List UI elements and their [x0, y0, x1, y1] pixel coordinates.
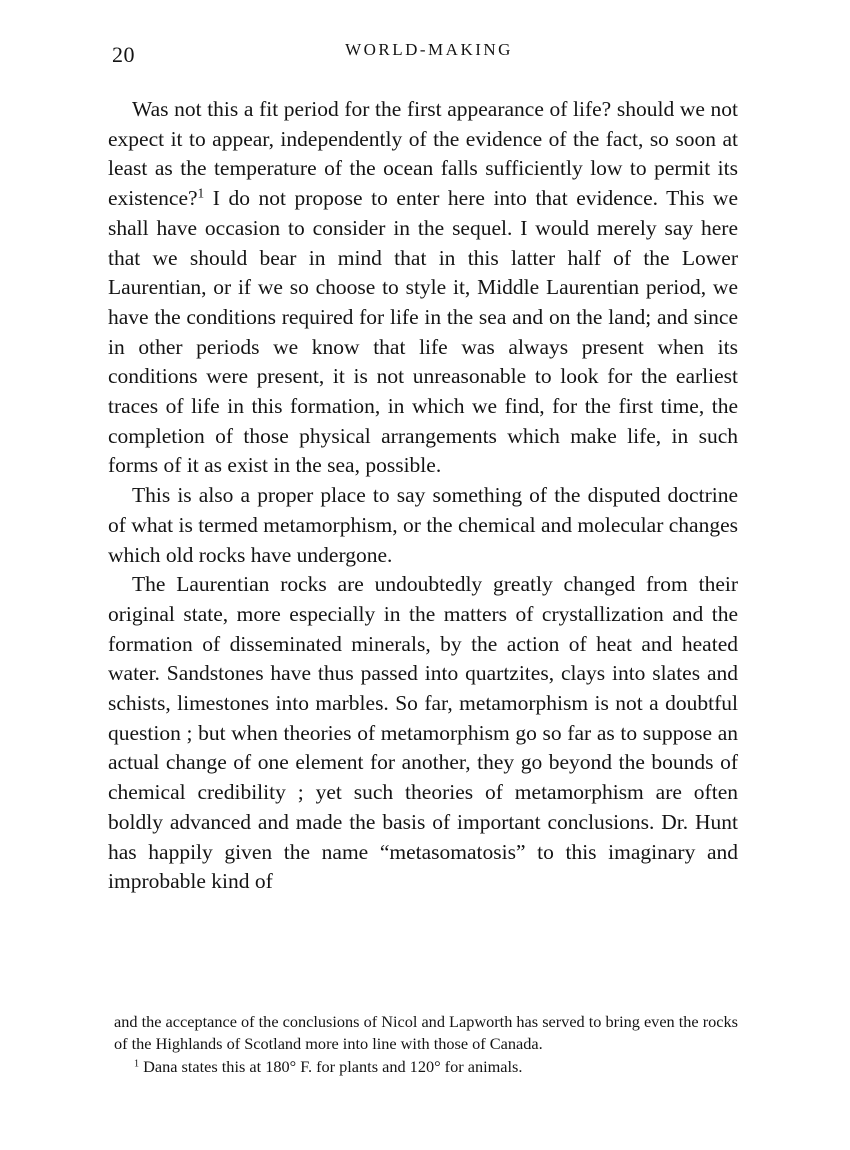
footnote-marker: 1: [134, 1058, 140, 1070]
body-text: [108, 95, 738, 897]
footnote-text: Dana states this at 180° F. for plants and 120° for animals.: [139, 1057, 523, 1077]
paragraph-laurentian-rocks: The Laurentian rocks are undoubtedly greatly changed from their original state, more especially in the matters of crystallization and the formation of disseminated minerals, by the action of heat and heated water. Sandstones have thus passed into quartzites, clays into slates and schists, limestones into marbles. So far, metamorphism is not a doubtful question ; but when theories of metamorphism go so far as to suppose an actual change of one element for another, they go beyond the bounds of chemical credibility ; yet such theories of metamorphism are often boldly advanced and made the basis of important conclusions. Dr. Hunt has happily given the name “metasomatosis” to this imaginary and improbable kind of: [108, 572, 738, 894]
paragraph-life-appearance: [108, 95, 738, 481]
running-head: [108, 36, 738, 66]
footnote-1: [114, 1056, 738, 1078]
footnote-reference: 1: [197, 185, 205, 201]
page-number: 20: [112, 42, 135, 67]
paragraph-metamorphism-intro: This is also a proper place to say something of the disputed doctrine of what is termed metamorphism, or the chemical and molecular changes which old rocks have undergone.: [108, 483, 738, 567]
footnote-continued: and the acceptance of the conclusions of Nicol and Lapworth has served to bring even the rocks of the Highlands of Scotland more into line with those of Canada.: [114, 1012, 738, 1053]
footnotes: [114, 1011, 738, 1078]
paragraph-text: I do not propose to enter here into that evidence. This we shall have occasion to consider in the sequel. I would merely say here that we should bear in mind that in this latter half of the Lower Laurentian, or if we so choose to style it, Middle Laurentian period, we have the conditions required for life in the sea and on the land; and since in other periods we know that life was always present when its conditions were present, it is not unreasonable to look for the earliest traces of life in this formation, in which we find, for the first time, the completion of those physical arrangements which make life, in such forms of it as exist in the sea, possible.: [108, 186, 738, 478]
paragraph-text: Was not this a fit period for the first appearance of life? should we not expect it to appear, independently of the evidence of the fact, so soon at least as the temperature of the ocean falls sufficiently low to permit its existence?: [108, 97, 738, 211]
running-title: WORLD-MAKING: [345, 40, 513, 59]
